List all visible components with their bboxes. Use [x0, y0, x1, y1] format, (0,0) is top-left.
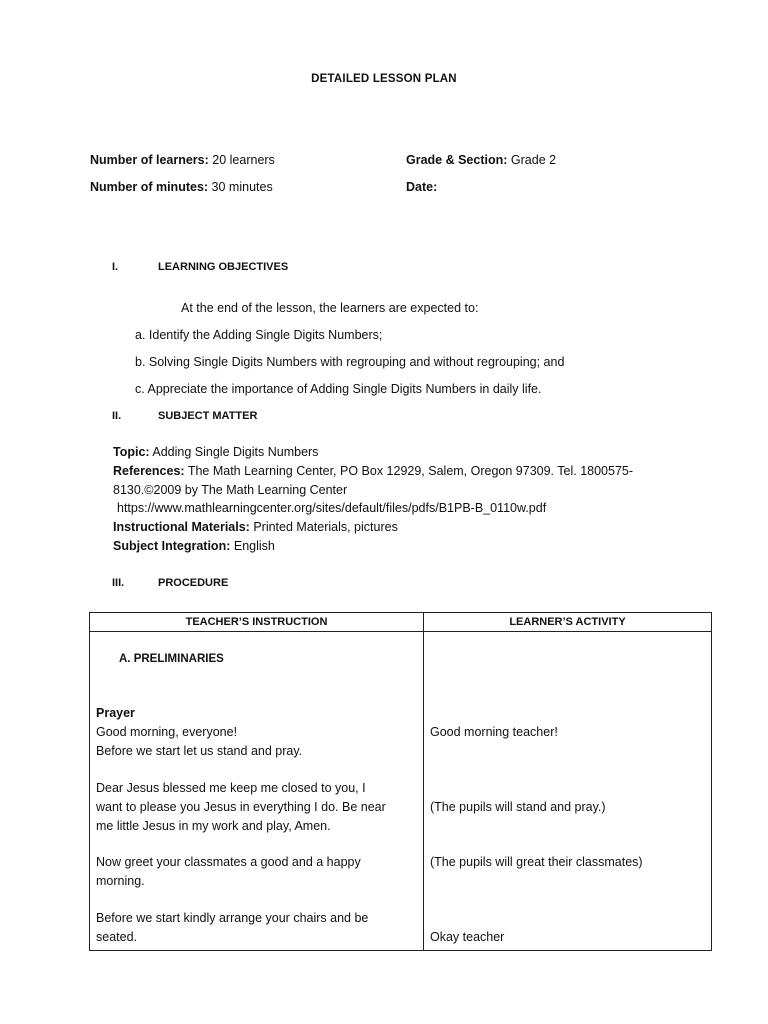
materials-value: Printed Materials, pictures [253, 520, 398, 534]
teacher-line: morning. [96, 874, 145, 888]
learners-label: Number of learners: [90, 153, 209, 167]
learners-row [90, 151, 275, 170]
objective-item: c. Appreciate the importance of Adding Single Digits Numbers in daily life. [135, 382, 542, 396]
objective-item: b. Solving Single Digits Numbers with regrouping and without regrouping; and [135, 355, 565, 369]
learner-line: Good morning teacher! [430, 725, 558, 739]
prayer-heading: Prayer [96, 706, 135, 720]
procedure-number: III. [112, 577, 125, 589]
teacher-line: me little Jesus in my work and play, Amen. [96, 819, 331, 833]
date-label: Date: [406, 180, 438, 194]
references-label: References: [113, 464, 185, 478]
minutes-row [90, 178, 273, 197]
objective-item: a. Identify the Adding Single Digits Numbers; [135, 328, 383, 342]
teacher-line: Before we start let us stand and pray. [96, 744, 303, 758]
references-text: The Math Learning Center, PO Box 12929, Salem, Oregon 97309. Tel. 1800575- [187, 464, 634, 478]
minutes-label: Number of minutes: [90, 180, 209, 194]
learner-line: (The pupils will stand and pray.) [430, 800, 606, 814]
teacher-cell [90, 632, 424, 951]
teacher-column-header: TEACHER’S INSTRUCTION [90, 613, 424, 632]
integration-row [113, 537, 275, 556]
teacher-line: seated. [96, 930, 138, 944]
objectives-number: I. [112, 261, 119, 273]
document-title: DETAILED LESSON PLAN [311, 73, 457, 85]
procedure-heading: PROCEDURE [158, 577, 229, 589]
teacher-line: Before we start kindly arrange your chairs and be [96, 911, 369, 925]
teacher-line: Good morning, everyone! [96, 725, 238, 739]
subject-matter-heading: SUBJECT MATTER [158, 410, 258, 422]
topic-label: Topic: [113, 445, 150, 459]
grade-row [406, 151, 556, 170]
preliminaries-heading: A. PRELIMINARIES [119, 653, 224, 665]
grade-value: Grade 2 [510, 153, 557, 167]
references-row [113, 462, 633, 481]
integration-label: Subject Integration: [113, 539, 231, 553]
topic-row [113, 443, 318, 462]
teacher-line: want to please you Jesus in everything I do. Be near [96, 800, 386, 814]
topic-value: Adding Single Digits Numbers [152, 445, 319, 459]
references-continued: 8130.©2009 by The Math Learning Center [113, 483, 348, 497]
learners-value: 20 learners [212, 153, 275, 167]
teacher-line: Dear Jesus blessed me keep me closed to you, I [96, 781, 366, 795]
learner-column-header: LEARNER’S ACTIVITY [424, 613, 712, 632]
objectives-heading: LEARNING OBJECTIVES [158, 261, 289, 273]
table-header-row [90, 613, 712, 632]
grade-label: Grade & Section: [406, 153, 508, 167]
learner-cell [424, 632, 712, 951]
learner-line: Okay teacher [430, 930, 505, 944]
objectives-intro: At the end of the lesson, the learners are expected to: [181, 301, 479, 315]
date-row [406, 178, 437, 197]
learner-line: (The pupils will great their classmates) [430, 855, 643, 869]
teacher-line: Now greet your classmates a good and a happy [96, 855, 361, 869]
integration-value: English [233, 539, 275, 553]
procedure-table [89, 612, 712, 951]
subject-matter-number: II. [112, 410, 122, 422]
minutes-value: 30 minutes [211, 180, 273, 194]
materials-label: Instructional Materials: [113, 520, 250, 534]
references-url: https://www.mathlearningcenter.org/sites/default/files/pdfs/B1PB-B_0110w.pdf [117, 501, 547, 515]
table-row [90, 632, 712, 951]
materials-row [113, 518, 398, 537]
